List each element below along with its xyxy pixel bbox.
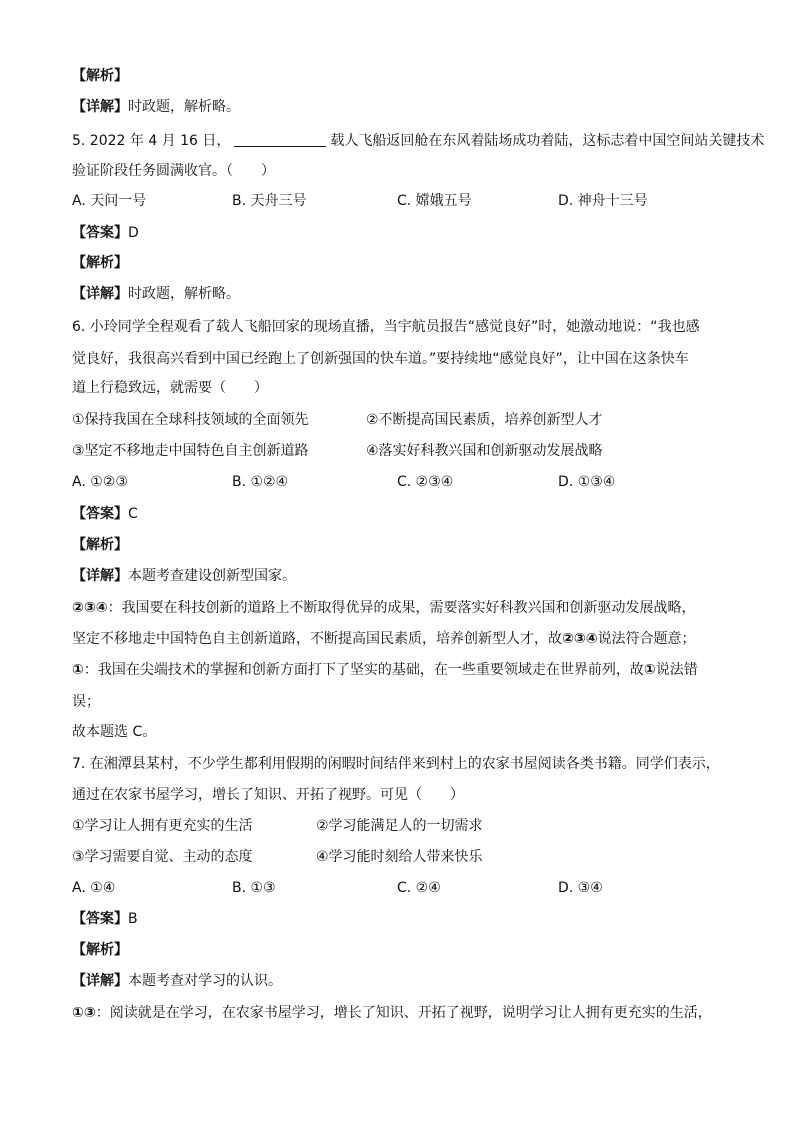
q6-option-c: C. ②③④ xyxy=(397,474,454,490)
q7-detail: 【详解】本题考查对学习的认识。 xyxy=(72,973,282,989)
q5-stem-line2: 验证阶段任务圆满收官。（ ） xyxy=(72,163,275,179)
q6-item-4: ④落实好科教兴国和创新驱动发展战略 xyxy=(366,443,603,459)
q6-stem-line1: 6. 小玲同学全程观看了载人飞船回家的现场直播，当宇航员报告“感觉良好”时，她激动地说：“我也感 xyxy=(72,319,700,335)
q6-explain-line3: ①：我国在尖端技术的掌握和创新方面打下了坚实的基础，在一些重要领域走在世界前列，故①说法错 xyxy=(72,662,698,678)
q7-option-b: B. ①③ xyxy=(232,880,276,896)
q5-option-a: A. 天问一号 xyxy=(72,193,147,209)
q6-option-d: D. ①③④ xyxy=(558,474,616,490)
q6-item-3: ③坚定不移地走中国特色自主创新道路 xyxy=(72,443,309,459)
q7-stem-line1: 7. 在湘潭县某村，不少学生都利用假期的闲暇时间结伴来到村上的农家书屋阅读各类书籍。同学们表示， xyxy=(72,756,720,772)
q5-option-d: D. 神舟十三号 xyxy=(558,193,648,209)
q5-answer: 【答案】D xyxy=(72,225,139,241)
q6-option-b: B. ①②④ xyxy=(232,474,289,490)
q4-analysis-tag: 【解析】 xyxy=(72,68,128,84)
q5-option-c: C. 嫦娥五号 xyxy=(397,193,472,209)
q6-explain-line1: ②③④：我国要在科技创新的道路上不断取得优异的成果，需要落实好科教兴国和创新驱动发展战略， xyxy=(72,600,696,616)
q6-stem-line3: 道上行稳致远，就需要（ ） xyxy=(72,380,268,396)
q7-option-a: A. ①④ xyxy=(72,880,116,896)
q5-analysis-tag: 【解析】 xyxy=(72,255,128,271)
q7-item-4: ④学习能时刻给人带来快乐 xyxy=(316,849,483,865)
q7-item-3: ③学习需要自觉、主动的态度 xyxy=(72,849,253,865)
q7-option-d: D. ③④ xyxy=(558,880,603,896)
q7-answer: 【答案】B xyxy=(72,911,138,927)
q6-explain-line2: 坚定不移地走中国特色自主创新道路，不断提高国民素质，培养创新型人才，故②③④说法符合题意； xyxy=(72,631,696,647)
answer-blank xyxy=(234,132,326,147)
q7-analysis-tag: 【解析】 xyxy=(72,942,128,958)
detail-tag: 【详解】 xyxy=(72,99,128,115)
q6-item-1: ①保持我国在全球科技领域的全面领先 xyxy=(72,412,309,428)
q7-item-1: ①学习让人拥有更充实的生活 xyxy=(72,818,253,834)
q7-option-c: C. ②④ xyxy=(397,880,441,896)
q6-item-2: ②不断提高国民素质，培养创新型人才 xyxy=(366,412,603,428)
q5-detail: 【详解】时政题，解析略。 xyxy=(72,286,240,302)
q6-conclusion: 故本题选 C。 xyxy=(72,724,157,740)
q4-detail: 【详解】时政题，解析略。 xyxy=(72,99,240,115)
q6-stem-line2: 觉良好，我很高兴看到中国已经跑上了创新强国的快车道。”要持续地“感觉良好”，让中国在这条快车 xyxy=(72,351,689,367)
q7-item-2: ②学习能满足人的一切需求 xyxy=(316,818,483,834)
q6-analysis-tag: 【解析】 xyxy=(72,537,128,553)
q7-stem-line2: 通过在农家书屋学习，增长了知识、开拓了视野。可见（ ） xyxy=(72,787,464,803)
q5-option-b: B. 天舟三号 xyxy=(232,193,307,209)
q5-stem-line1: 5. 2022 年 4 月 16 日， 载人飞船返回舱在东风着陆场成功着陆，这标志着中国空间站关键技术 xyxy=(72,133,765,149)
q7-explain-line1: ①③：阅读就是在学习，在农家书屋学习，增长了知识、开拓了视野，说明学习让人拥有更充实的生活， xyxy=(72,1005,712,1021)
q6-detail: 【详解】本题考查建设创新型国家。 xyxy=(72,568,296,584)
q6-answer: 【答案】C xyxy=(72,506,138,522)
q6-explain-line4: 误； xyxy=(72,694,100,710)
q6-option-a: A. ①②③ xyxy=(72,474,128,490)
